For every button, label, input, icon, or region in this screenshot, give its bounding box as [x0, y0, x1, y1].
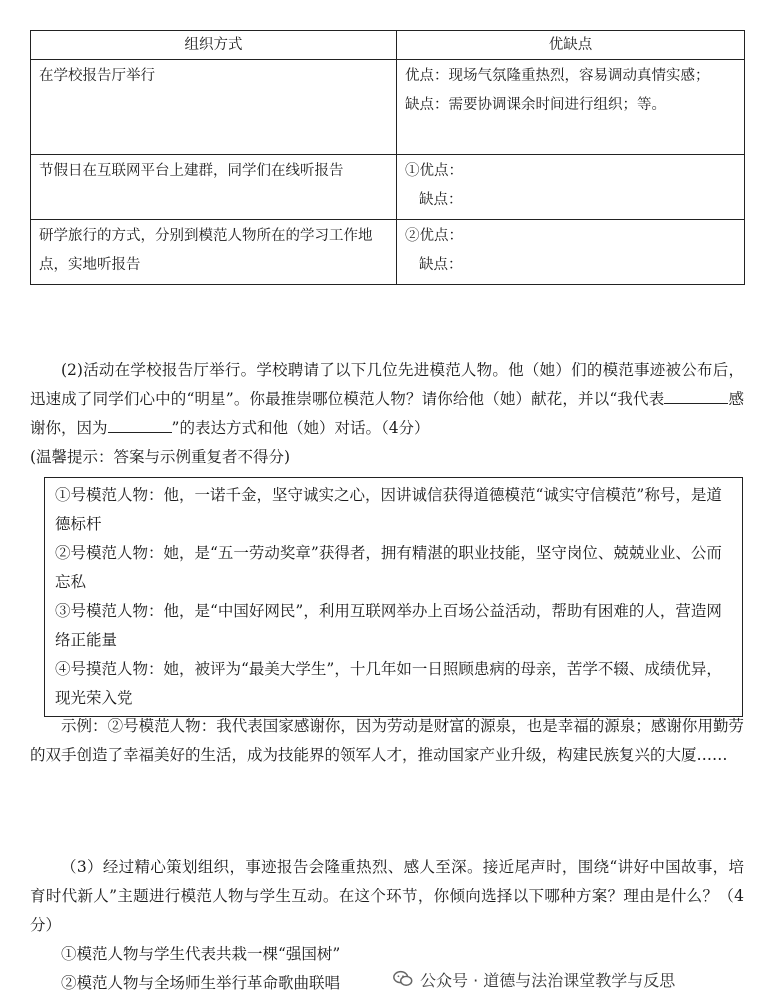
answer-blank-1: [664, 389, 728, 404]
question-3-text: （3）经过精心策划组织，事迹报告会隆重热烈、感人至深。接近尾声时，围绕“讲好中国故事，培育时代新人”主题进行模范人物与学生互动。在这个环节，你倾向选择以下哪种方案？理由是什么？（4分）: [30, 858, 744, 934]
table-row: [31, 220, 745, 285]
organization-table: [30, 30, 745, 285]
question-2-text-a: (2)活动在学校报告厅举行。学校聘请了以下几位先进模范人物。他（她）们的模范事迹被公布后，迅速成了同学们心中的“明星”。你最推崇哪位模范人物？请你给他（她）献花，并以“我代表: [30, 361, 744, 408]
pros-cons-cell: [397, 155, 745, 220]
answer-blank-2: [108, 418, 172, 433]
example-answer: [30, 712, 744, 770]
pros-cons-cell: [397, 60, 745, 155]
model-item: ③号模范人物：他，是“中国好网民”，利用互联网举办上百场公益活动，帮助有困难的人，营造网络正能量: [55, 602, 722, 649]
option-2: ②模范人物与全场师生举行革命歌曲联唱: [61, 974, 341, 992]
question-2-text-c: ”的表达方式和他（她）对话。（4分）: [171, 419, 430, 437]
pros-text: ②优点：: [405, 228, 463, 244]
watermark-text: 公众号 · 道德与法治课堂教学与反思: [420, 970, 676, 990]
wechat-icon: [392, 968, 414, 990]
cons-text: 缺点：: [419, 257, 463, 273]
method-cell: 节假日在互联网平台上建群，同学们在线听报告: [31, 155, 397, 220]
pros-text: ①优点：: [405, 163, 463, 179]
question-2-text-b: 感谢你，因为: [30, 390, 744, 437]
model-item: ②号模范人物：她，是“五一劳动奖章”获得者，拥有精湛的职业技能，坚守岗位、兢兢业业、公而忘私: [55, 544, 722, 591]
model-figures-box: [44, 477, 743, 717]
header-pros-cons: 优缺点: [397, 31, 745, 60]
method-cell: 研学旅行的方式，分别到模范人物所在的学习工作地点，实地听报告: [31, 220, 397, 285]
header-method: 组织方式: [31, 31, 397, 60]
table-header-row: [31, 31, 745, 60]
question-2-hint: (温馨提示：答案与示例重复者不得分): [30, 448, 291, 466]
table-row: [31, 155, 745, 220]
model-item: ④号摸范人物：她，被评为“最美大学生”，十几年如一日照顾患病的母亲，苦学不辍、成绩优异，现光荣入党: [55, 660, 722, 707]
table-row: [31, 60, 745, 155]
cons-text: 缺点：: [419, 192, 463, 208]
cons-text: 缺点：需要协调课余时间进行组织；等。: [405, 97, 666, 113]
pros-text: 优点：现场气氛隆重热烈，容易调动真情实感；: [405, 68, 710, 84]
pros-cons-cell: [397, 220, 745, 285]
method-cell: 在学校报告厅举行: [31, 60, 397, 155]
model-item: ①号模范人物：他，一诺千金，坚守诚实之心，因讲诚信获得道德模范“诚实守信模范”称号，是道德标杆: [55, 486, 722, 533]
watermark: [392, 964, 772, 994]
option-1: ①模范人物与学生代表共栽一棵“强国树”: [61, 945, 341, 963]
question-2: [30, 356, 744, 472]
example-text: 示例：②号模范人物：我代表国家感谢你，因为劳动是财富的源泉，也是幸福的源泉；感谢你用勤劳的双手创造了幸福美好的生活，成为技能界的领军人才，推动国家产业升级，构建民族复兴的大厦……: [30, 717, 744, 764]
question-2-body: [30, 356, 744, 443]
